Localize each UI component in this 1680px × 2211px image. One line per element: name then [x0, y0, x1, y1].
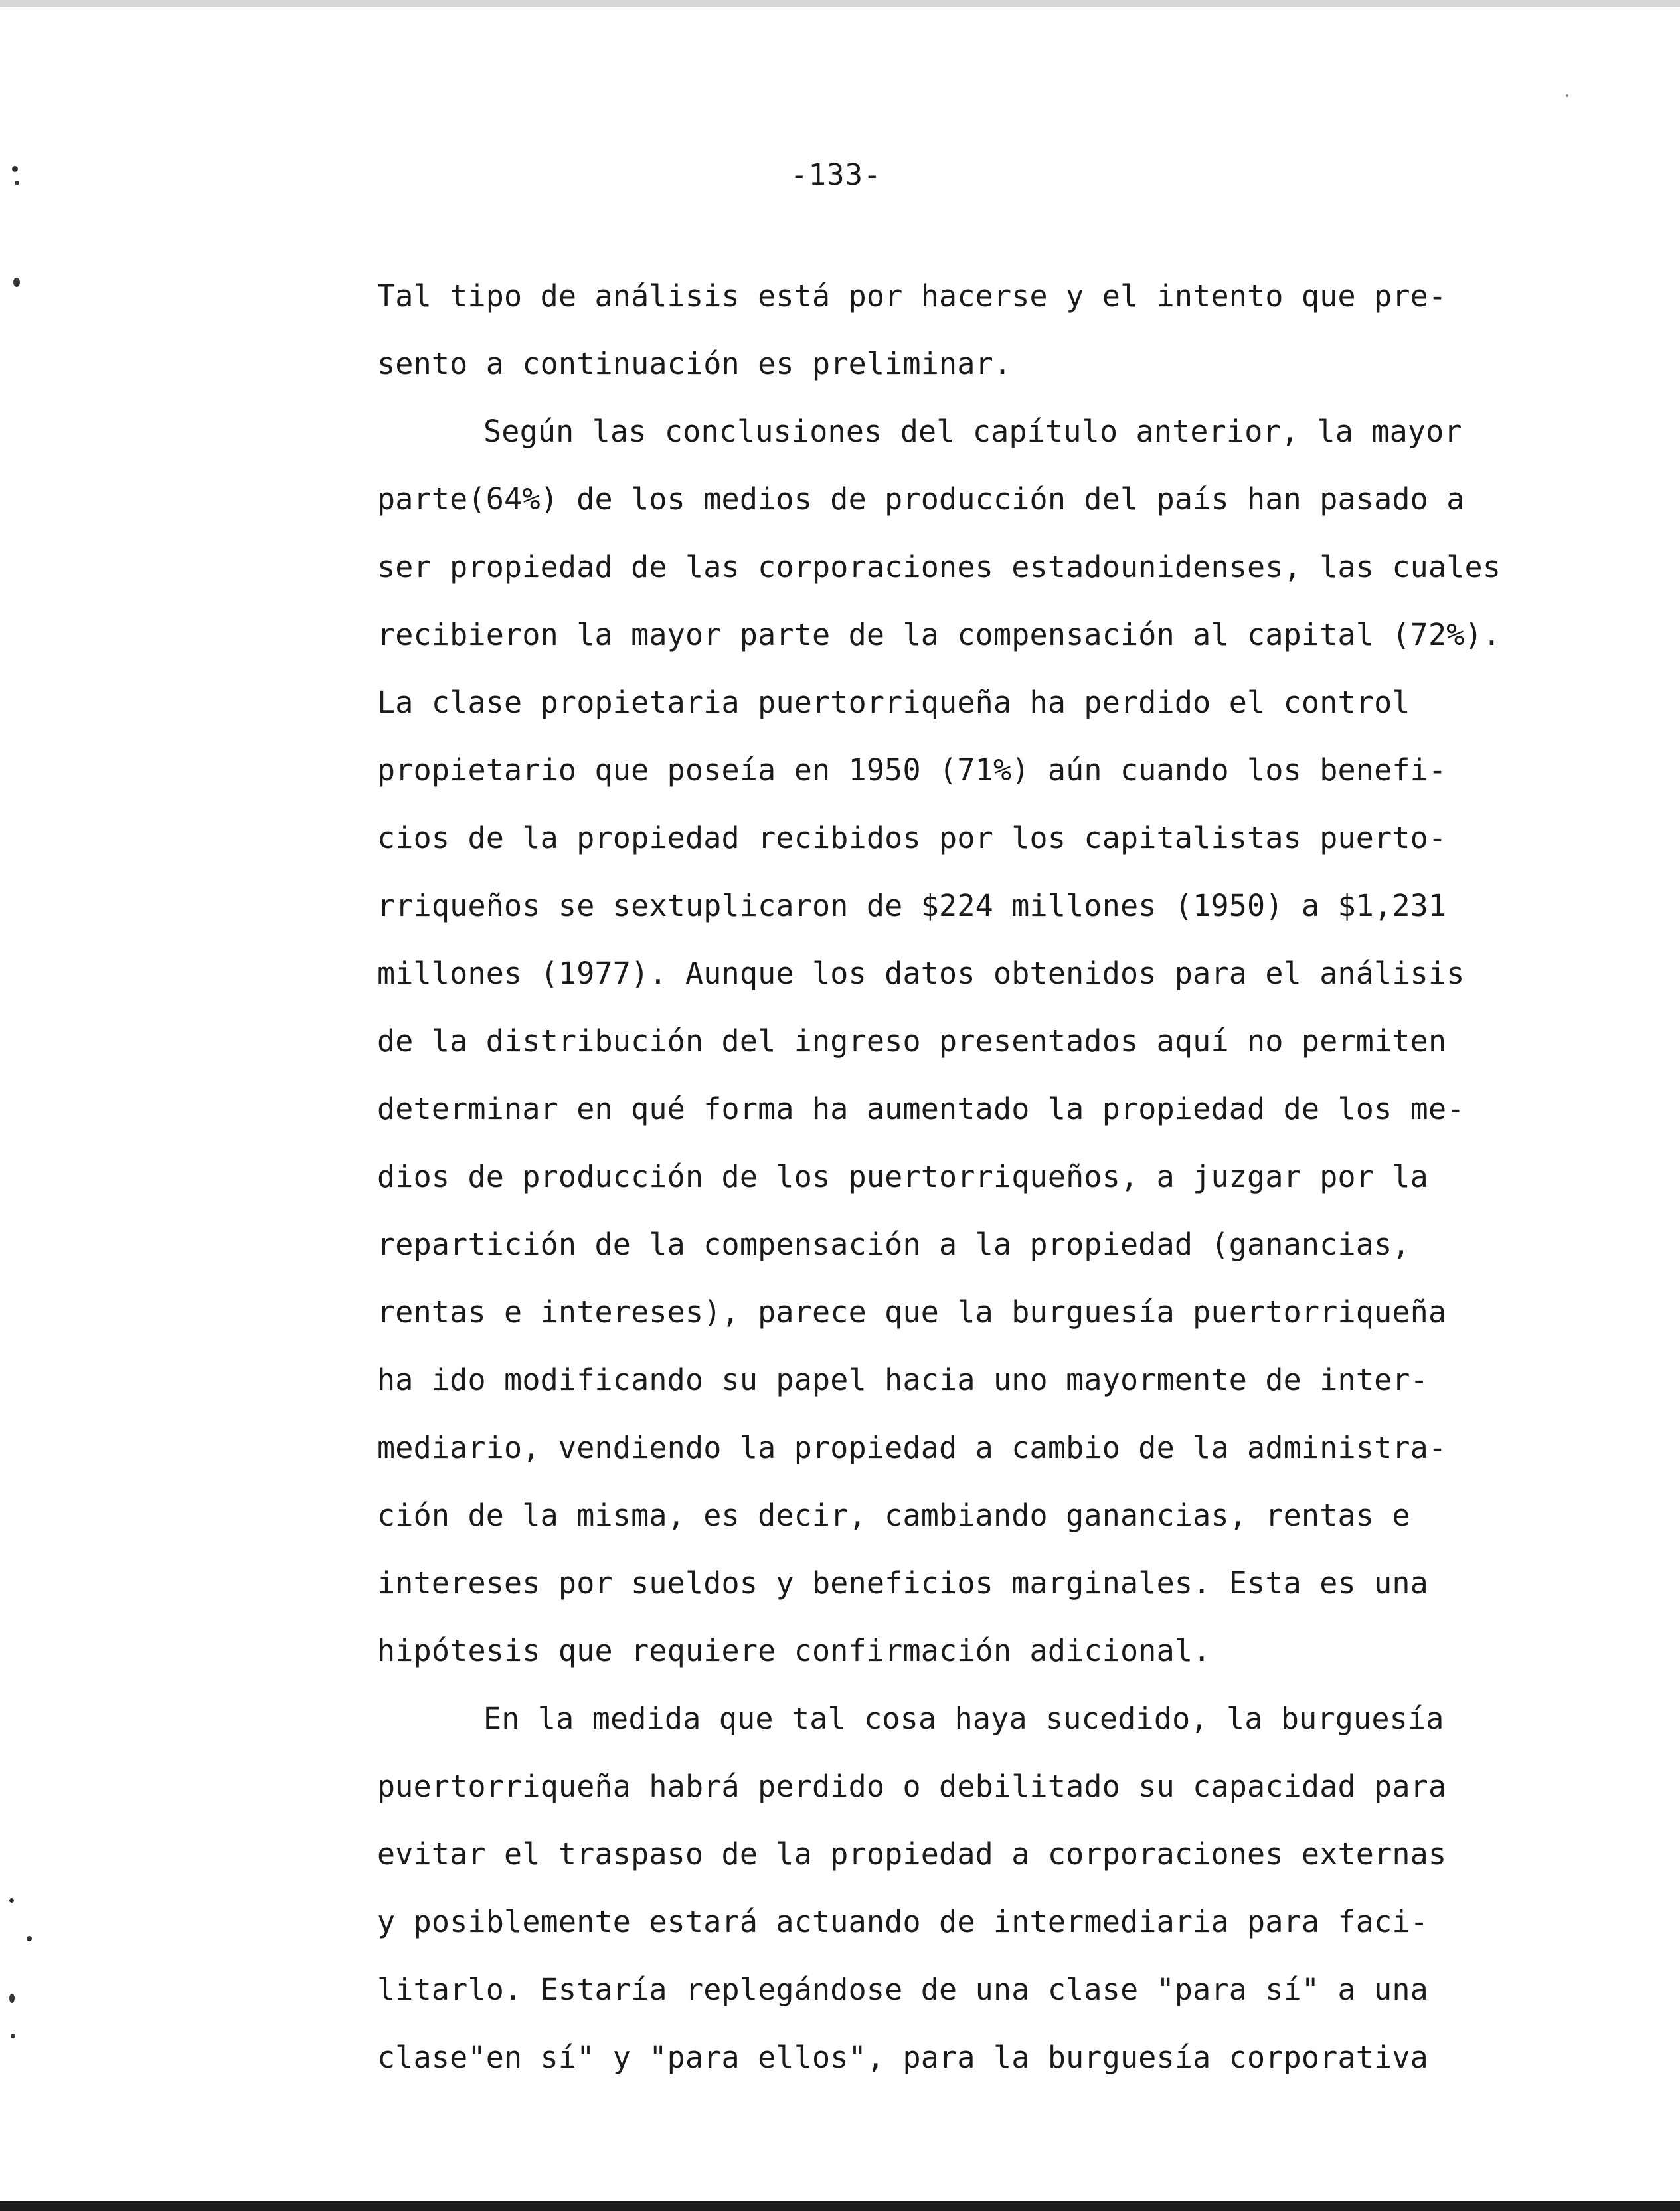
bottom-scan-edge: [0, 2201, 1680, 2211]
page-number: -133-: [790, 158, 882, 192]
paragraph-start-line: En la medida que tal cosa haya sucedido, la burguesía: [483, 1701, 1444, 1736]
text-line: Tal tipo de análisis está por hacerse y el intento que pre-: [377, 278, 1447, 313]
scan-speck: [1566, 94, 1568, 97]
text-line: mediario, vendiendo la propiedad a cambio de la administra-: [377, 1430, 1447, 1465]
paragraph-start-line: Según las conclusiones del capítulo anterior, la mayor: [483, 414, 1462, 449]
scan-speck: [9, 1898, 14, 1903]
text-line: rentas e intereses), parece que la burguesía puertorriqueña: [377, 1294, 1447, 1330]
scan-speck: [9, 1994, 15, 2003]
body-text: [377, 262, 1546, 2091]
text-line: cios de la propiedad recibidos por los capitalistas puerto-: [377, 820, 1447, 855]
text-line: evitar el traspaso de la propiedad a corporaciones externas: [377, 1836, 1447, 1872]
text-line: y posiblemente estará actuando de intermediaria para faci-: [377, 1904, 1428, 1939]
text-line: clase"en sí" y "para ellos", para la burguesía corporativa: [377, 2040, 1428, 2075]
text-line: ción de la misma, es decir, cambiando ganancias, rentas e: [377, 1498, 1410, 1533]
text-line: propietario que poseía en 1950 (71%) aún cuando los benefi-: [377, 752, 1447, 788]
text-line: millones (1977). Aunque los datos obtenidos para el análisis: [377, 956, 1465, 991]
text-line: La clase propietaria puertorriqueña ha perdido el control: [377, 685, 1410, 720]
text-line: rriqueños se sextuplicaron de $224 millones (1950) a $1,231: [377, 888, 1447, 923]
scan-speck: [27, 1936, 32, 1941]
text-line: sento a continuación es preliminar.: [377, 346, 1012, 381]
text-line: hipótesis que requiere confirmación adicional.: [377, 1633, 1211, 1668]
text-line: ha ido modificando su papel hacia uno mayormente de inter-: [377, 1362, 1428, 1397]
text-line: repartición de la compensación a la propiedad (ganancias,: [377, 1227, 1410, 1262]
text-line: determinar en qué forma ha aumentado la propiedad de los me-: [377, 1091, 1465, 1126]
text-line: dios de producción de los puertorriqueños, a juzgar por la: [377, 1159, 1428, 1194]
text-line: parte(64%) de los medios de producción del país han pasado a: [377, 482, 1465, 517]
text-line: de la distribución del ingreso presentados aquí no permiten: [377, 1023, 1447, 1059]
scan-speck: [15, 181, 19, 185]
scan-speck: [12, 166, 18, 172]
text-line: puertorriqueña habrá perdido o debilitado su capacidad para: [377, 1769, 1447, 1804]
text-line: litarlo. Estaría replegándose de una clase "para sí" a una: [377, 1972, 1428, 2007]
text-line: recibieron la mayor parte de la compensación al capital (72%).: [377, 617, 1501, 652]
top-scan-edge: [0, 0, 1680, 7]
text-line: ser propiedad de las corporaciones estadounidenses, las cuales: [377, 549, 1501, 584]
scan-speck: [11, 2034, 15, 2038]
scan-speck: [13, 278, 20, 287]
text-line: intereses por sueldos y beneficios marginales. Esta es una: [377, 1565, 1428, 1601]
